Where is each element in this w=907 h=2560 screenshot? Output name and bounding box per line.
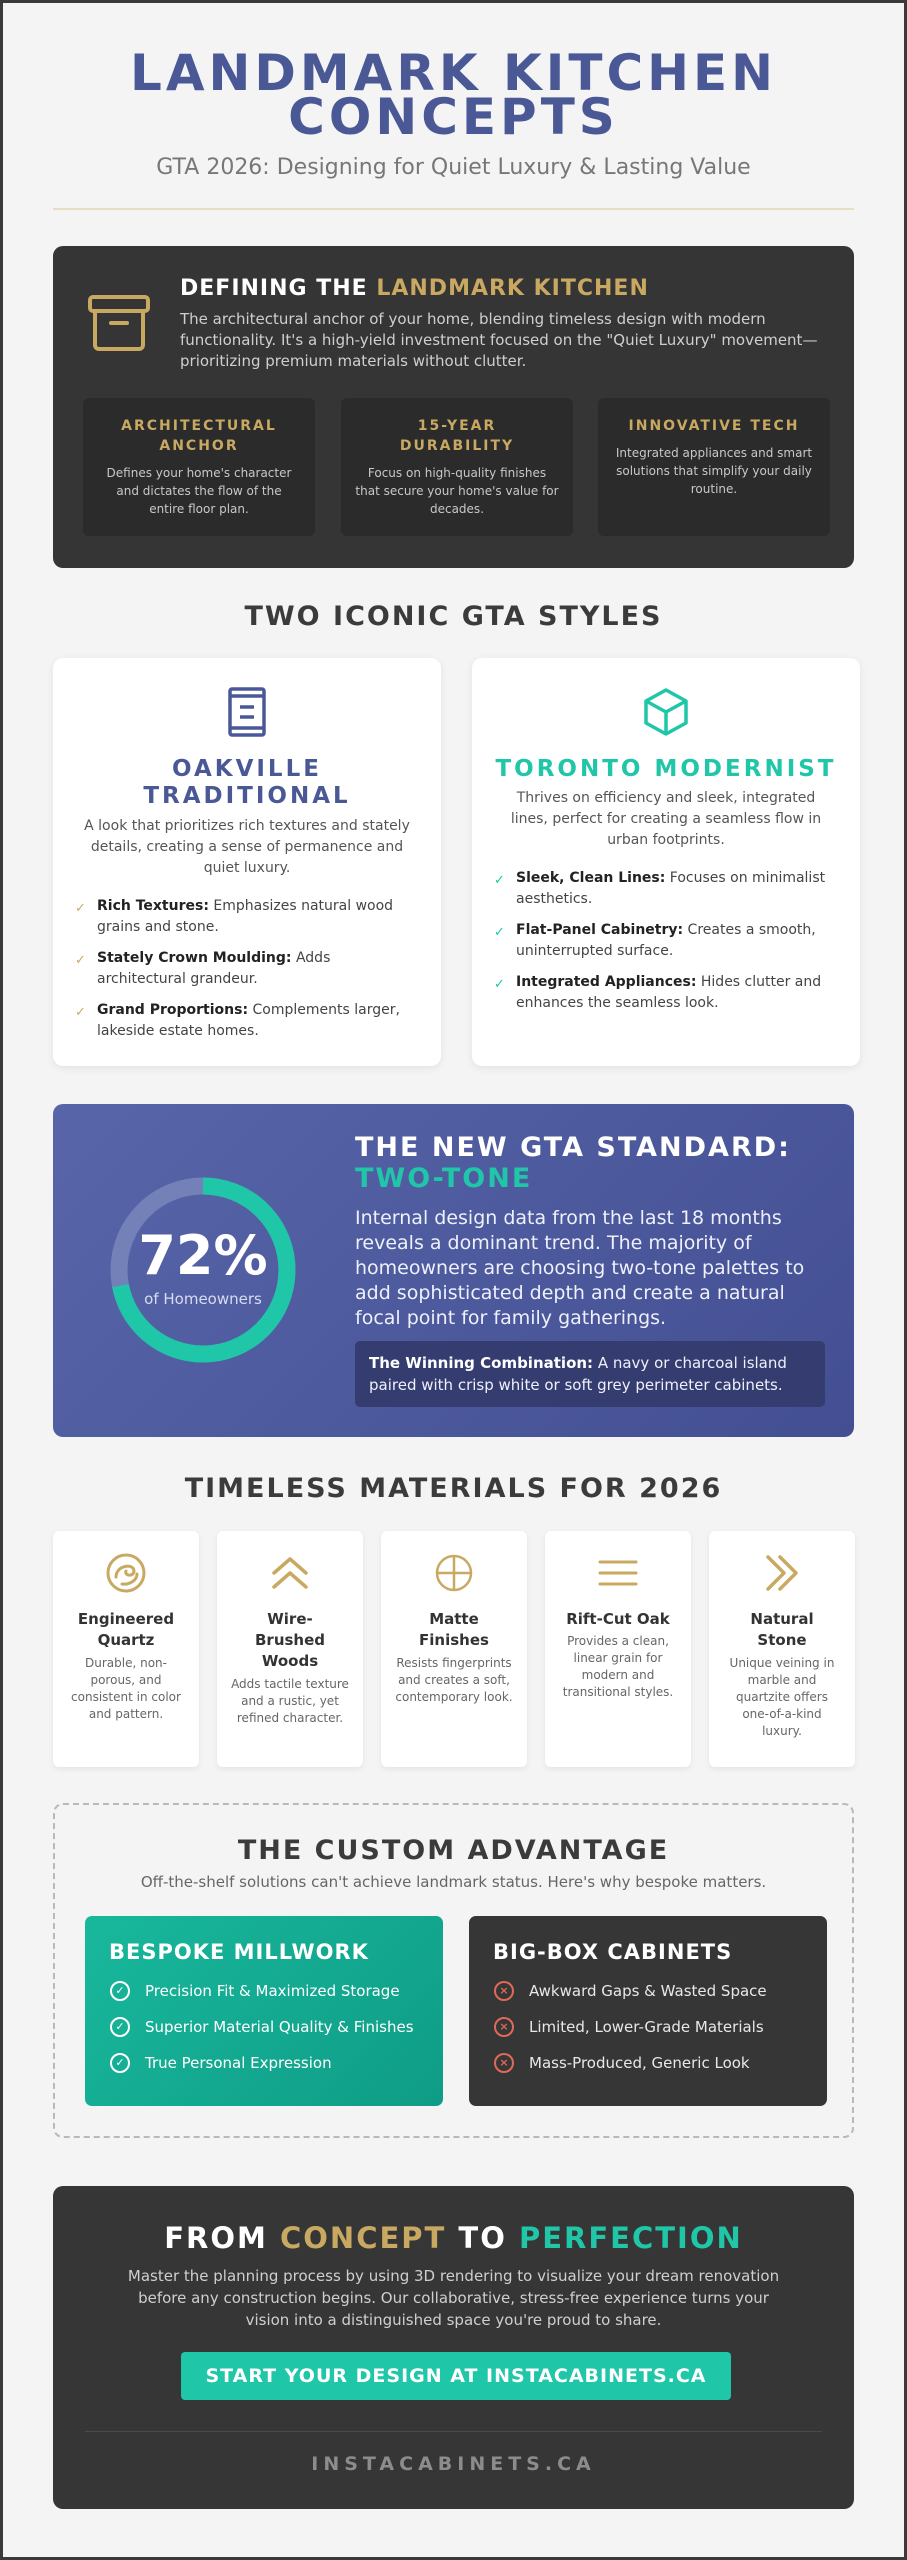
material-name: Rift-Cut Oak	[566, 1610, 670, 1628]
check-icon: ✓	[75, 1005, 86, 1020]
footer-brand: INSTACABINETS.CA	[311, 2453, 596, 2475]
two-tone-title-line-1: THE NEW GTA STANDARD:	[355, 1132, 791, 1163]
list-item	[75, 896, 421, 938]
oakville-title	[63, 756, 431, 810]
bespoke-list	[109, 1980, 419, 2074]
header-divider	[53, 208, 854, 210]
lines-icon	[596, 1551, 640, 1595]
crosshair-circle-icon	[432, 1551, 476, 1595]
list-item	[493, 2016, 803, 2038]
feature-architectural-anchor	[83, 398, 315, 536]
defining-card	[53, 246, 854, 568]
feature-innovative-tech	[598, 398, 830, 536]
item-label: Grand Proportions:	[97, 1002, 249, 1018]
oakville-description: A look that prioritizes rich textures and stately details, creating a sense of permanence and quiet luxury.	[84, 818, 410, 876]
start-design-button[interactable]: START YOUR DESIGN AT INSTACABINETS.CA	[181, 2352, 731, 2400]
cta-divider	[85, 2431, 822, 2432]
material-matte-finishes	[381, 1531, 527, 1767]
advantage-subtitle: Off-the-shelf solutions can't achieve landmark status. Here's why bespoke matters.	[140, 1873, 767, 1891]
materials-section-title: TIMELESS MATERIALS FOR 2026	[184, 1473, 723, 1504]
percent-value: 72%	[138, 1224, 268, 1287]
material-engineered-quartz	[53, 1531, 199, 1767]
cta-title-perfection: PERFECTION	[518, 2221, 743, 2255]
material-desc: Unique veining in marble and quartzite offers one-of-a-kind luxury.	[729, 1656, 835, 1738]
two-tone-title-line-2: TWO-TONE	[355, 1163, 533, 1194]
material-desc: Adds tactile texture and a rustic, yet refined character.	[231, 1677, 349, 1725]
box-label: The Winning Combination:	[369, 1354, 594, 1372]
cabinet-icon	[223, 686, 271, 738]
item-text: True Personal Expression	[145, 2054, 332, 2072]
bigbox-title: BIG-BOX CABINETS	[493, 1940, 733, 1964]
title-line-2: CONCEPTS	[288, 88, 619, 146]
oakville-title-line-1: OAKVILLE	[172, 756, 322, 782]
item-text: Creates a smooth, uninterrupted surface.	[516, 922, 816, 959]
list-item	[494, 972, 840, 1014]
bigbox-list	[493, 1980, 803, 2074]
winning-combination-box	[355, 1341, 825, 1407]
check-icon: ✓	[494, 977, 505, 992]
two-tone-card	[53, 1104, 854, 1437]
feature-desc: Focus on high-quality finishes that secure your home's value for decades.	[355, 466, 559, 516]
double-chevron-right-icon	[760, 1551, 804, 1595]
styles-section-title: TWO ICONIC GTA STYLES	[244, 601, 663, 632]
cta-title-part: FROM	[164, 2221, 280, 2255]
item-label: Rich Textures:	[97, 898, 209, 914]
oakville-feature-list	[75, 896, 421, 1052]
item-text: Adds architectural grandeur.	[97, 950, 331, 987]
big-box-cabinets-card	[469, 1916, 827, 2106]
percent-label: of Homeowners	[144, 1290, 262, 1308]
two-tone-text: Internal design data from the last 18 months reveals a dominant trend. The majority of homeowners are choosing two-tone palettes to add sophisticated depth and create a natural focal point for family gatherings.	[355, 1207, 805, 1329]
check-circle-icon: ✓	[110, 2017, 130, 2037]
feature-title: ARCHITECTURAL ANCHOR	[121, 418, 277, 454]
cta-title	[53, 2221, 854, 2255]
material-name: Matte Finishes	[419, 1610, 489, 1649]
check-icon: ✓	[75, 901, 86, 916]
list-item	[494, 920, 840, 962]
cube-icon	[642, 686, 690, 738]
toronto-feature-list	[494, 868, 840, 1024]
bespoke-millwork-card	[85, 1916, 443, 2106]
material-desc: Provides a clean, linear grain for modern and transitional styles.	[562, 1634, 674, 1699]
item-text: Focuses on minimalist aesthetics.	[516, 870, 826, 907]
bespoke-title: BESPOKE MILLWORK	[109, 1940, 369, 1964]
material-name: Engineered Quartz	[77, 1610, 175, 1649]
material-desc: Resists fingerprints and creates a soft, contemporary look.	[395, 1656, 513, 1704]
x-circle-icon: ×	[494, 2053, 514, 2073]
defining-description: The architectural anchor of your home, blending timeless design with modern functionality. It's a high-yield investment focused on the "Quiet Luxury" movement—prioritizing premium materials without clutter.	[180, 310, 818, 370]
advantage-title: THE CUSTOM ADVANTAGE	[237, 1835, 670, 1866]
item-text: Complements larger, lakeside estate homes.	[97, 1002, 400, 1039]
defining-title-prefix: DEFINING THE	[180, 276, 377, 301]
check-circle-icon: ✓	[110, 1981, 130, 2001]
check-circle-icon: ✓	[110, 2053, 130, 2073]
item-text: Precision Fit & Maximized Storage	[145, 1982, 400, 2000]
toronto-title: TORONTO MODERNIST	[495, 756, 837, 782]
archive-box-icon	[87, 294, 151, 352]
check-icon: ✓	[75, 953, 86, 968]
item-text: Hides clutter and enhances the seamless look.	[516, 974, 822, 1011]
box-text: A navy or charcoal island paired with crisp white or soft grey perimeter cabinets.	[369, 1354, 787, 1394]
item-label: Flat-Panel Cabinetry:	[516, 922, 684, 938]
x-circle-icon: ×	[494, 2017, 514, 2037]
feature-desc: Integrated appliances and smart solutions that simplify your daily routine.	[615, 446, 813, 496]
feature-title: INNOVATIVE TECH	[628, 418, 800, 434]
item-text: Mass-Produced, Generic Look	[529, 2054, 750, 2072]
material-natural-stone	[709, 1531, 855, 1767]
item-label: Sleek, Clean Lines:	[516, 870, 666, 886]
list-item	[494, 868, 840, 910]
material-name: Wire-Brushed Woods	[254, 1610, 326, 1670]
page-title	[53, 44, 854, 146]
cta-title-concept: CONCEPT	[279, 2221, 447, 2255]
list-item	[109, 2016, 419, 2038]
material-wire-brushed-woods	[217, 1531, 363, 1767]
item-text: Superior Material Quality & Finishes	[145, 2018, 414, 2036]
cta-card	[53, 2186, 854, 2509]
cta-title-part: TO	[446, 2221, 519, 2255]
check-icon: ✓	[494, 873, 505, 888]
item-label: Stately Crown Moulding:	[97, 950, 292, 966]
list-item	[109, 2052, 419, 2074]
custom-advantage-section	[53, 1803, 854, 2138]
defining-title	[180, 276, 649, 301]
item-text: Limited, Lower-Grade Materials	[529, 2018, 764, 2036]
two-tone-title	[355, 1132, 791, 1194]
feature-desc: Defines your home's character and dictates the flow of the entire floor plan.	[106, 466, 292, 516]
title-line-1: LANDMARK KITCHEN	[129, 44, 777, 102]
item-text: Emphasizes natural wood grains and stone.	[97, 898, 394, 935]
page-subtitle: GTA 2026: Designing for Quiet Luxury & Lasting Value	[156, 155, 751, 180]
item-text: Awkward Gaps & Wasted Space	[529, 1982, 767, 2000]
list-item	[109, 1980, 419, 2002]
toronto-description: Thrives on efficiency and sleek, integrated lines, perfect for creating a seamless flow in urban footprints.	[510, 790, 822, 848]
list-item	[75, 948, 421, 990]
defining-title-highlight: LANDMARK KITCHEN	[376, 276, 649, 301]
quartz-swirl-icon	[104, 1551, 148, 1595]
check-icon: ✓	[494, 925, 505, 940]
material-rift-cut-oak	[545, 1531, 691, 1767]
oakville-title-line-2: TRADITIONAL	[143, 783, 351, 809]
list-item	[493, 2052, 803, 2074]
cta-text: Master the planning process by using 3D rendering to visualize your dream renovation before any construction begins. Our collaborative, stress-free experience turns your vision into a distinguished space you're proud to share.	[127, 2267, 780, 2329]
material-desc: Durable, non-porous, and consistent in color and pattern.	[71, 1656, 181, 1721]
list-item	[75, 1000, 421, 1042]
feature-title: 15-YEAR DURABILITY	[399, 418, 515, 454]
feature-durability	[341, 398, 573, 536]
x-circle-icon: ×	[494, 1981, 514, 2001]
list-item	[493, 1980, 803, 2002]
oakville-card	[53, 658, 441, 1066]
chevron-up-icon	[268, 1551, 312, 1595]
item-label: Integrated Appliances:	[516, 974, 697, 990]
toronto-card	[472, 658, 860, 1066]
material-name: Natural Stone	[750, 1610, 814, 1649]
